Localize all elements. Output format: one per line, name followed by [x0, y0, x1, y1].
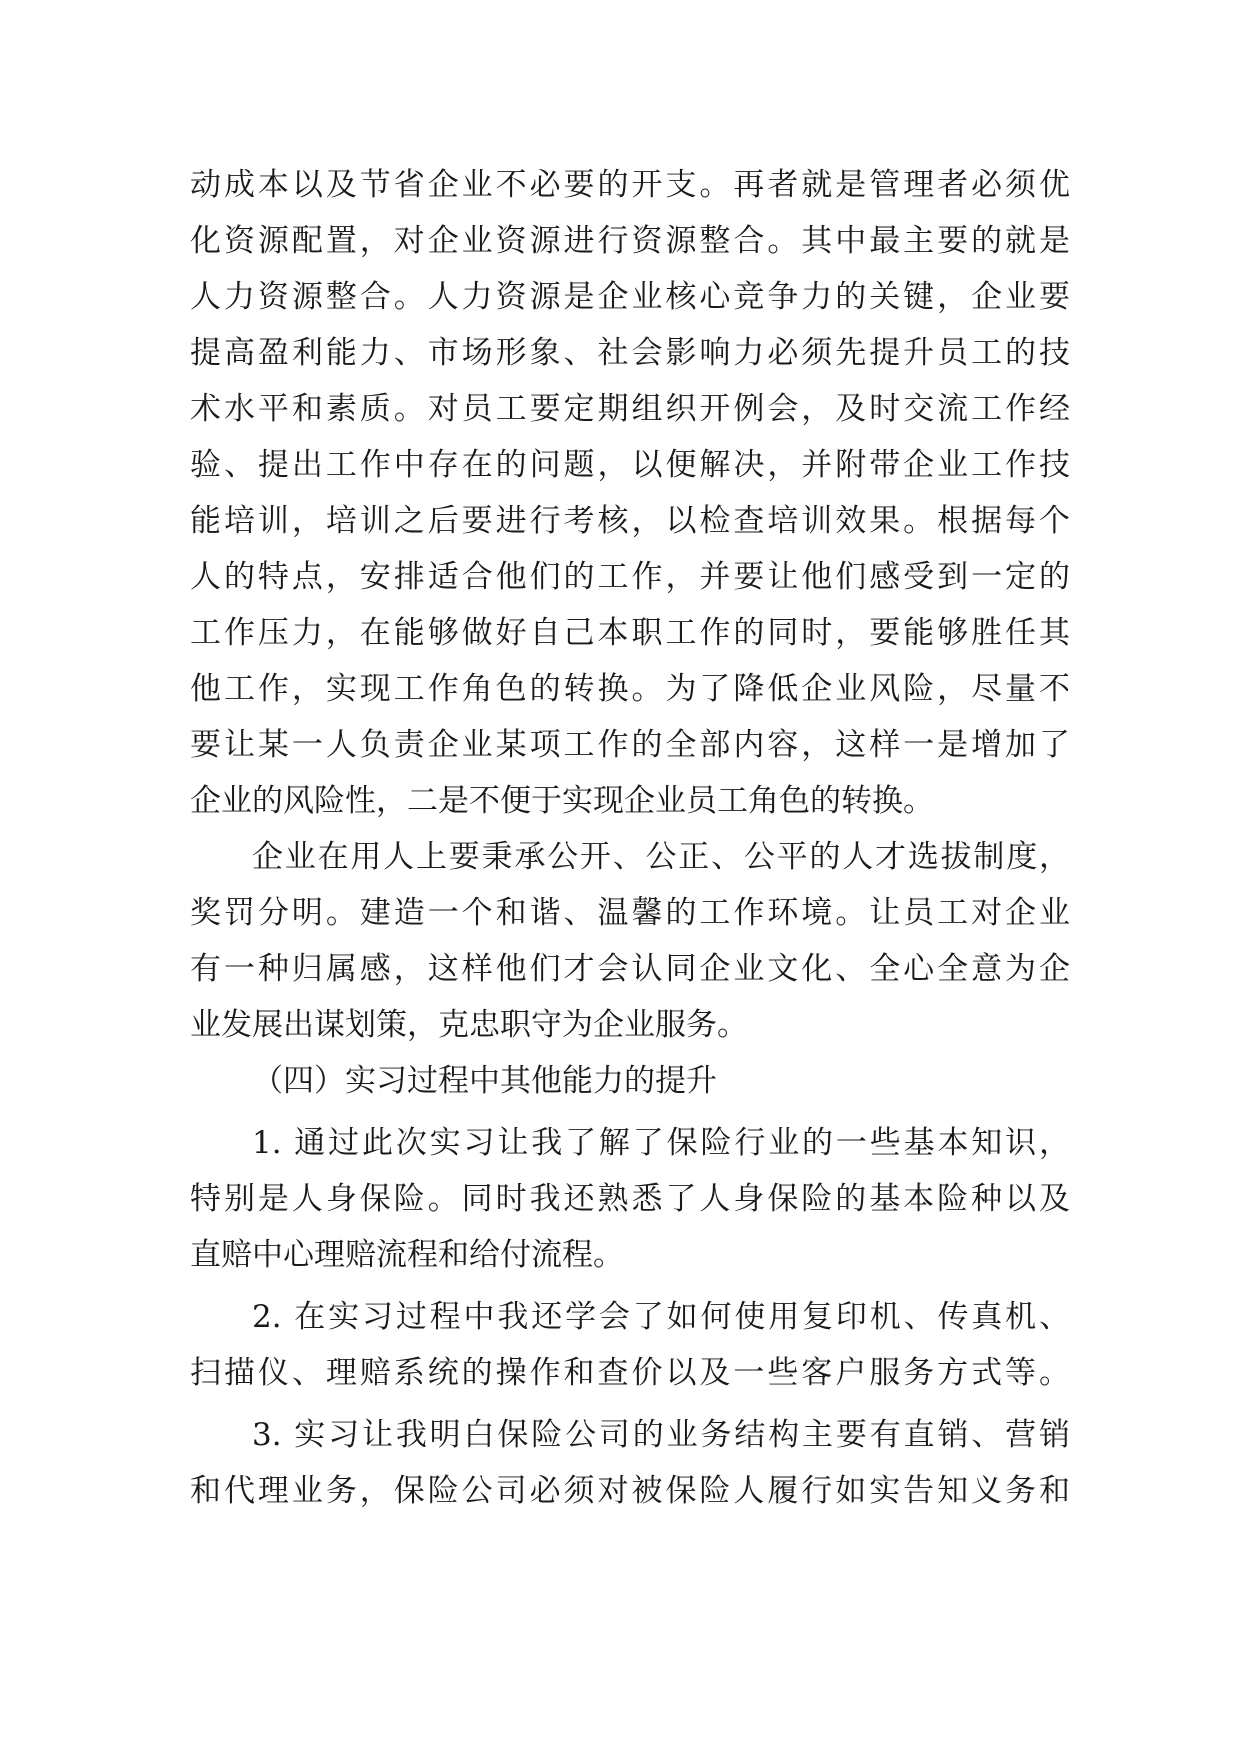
text-line: 术水平和素质。对员工要定期组织开例会，及时交流工作经	[190, 391, 1070, 427]
list-item	[190, 1115, 1070, 1283]
text-line: 企业的风险性，二是不便于实现企业员工角色的转换。	[190, 783, 934, 819]
text-line: 他工作，实现工作角色的转换。为了降低企业风险，尽量不	[190, 671, 1070, 707]
list-item	[190, 1289, 1070, 1401]
text-line: 动成本以及节省企业不必要的开支。再者就是管理者必须优	[190, 167, 1070, 203]
text-line: 3. 实习让我明白保险公司的业务结构主要有直销、营销	[252, 1417, 1070, 1453]
text-line: 直赔中心理赔流程和给付流程。	[190, 1237, 624, 1273]
text-line: 2. 在实习过程中我还学会了如何使用复印机、传真机、	[252, 1299, 1070, 1335]
text-line: 提高盈利能力、市场形象、社会影响力必须先提升员工的技	[190, 335, 1070, 371]
text-line: 能培训，培训之后要进行考核，以检查培训效果。根据每个	[190, 503, 1070, 539]
text-line: 扫描仪、理赔系统的操作和查价以及一些客户服务方式等。	[190, 1355, 1070, 1391]
list-item	[190, 1407, 1070, 1519]
text-line: 业发展出谋划策，克忠职守为企业服务。	[190, 1007, 748, 1043]
text-line: 1. 通过此次实习让我了解了保险行业的一些基本知识，	[252, 1125, 1070, 1161]
text-line: 和代理业务，保险公司必须对被保险人履行如实告知义务和	[190, 1473, 1070, 1509]
text-line: 特别是人身保险。同时我还熟悉了人身保险的基本险种以及	[190, 1181, 1070, 1217]
text-line: 人的特点，安排适合他们的工作，并要让他们感受到一定的	[190, 559, 1070, 595]
paragraph	[190, 157, 1070, 829]
text-line: 人力资源整合。人力资源是企业核心竞争力的关键，企业要	[190, 279, 1070, 315]
paragraph	[190, 829, 1070, 1053]
text-line: 工作压力，在能够做好自己本职工作的同时，要能够胜任其	[190, 615, 1070, 651]
text-line: 化资源配置，对企业资源进行资源整合。其中最主要的就是	[190, 223, 1070, 259]
text-line: 要让某一人负责企业某项工作的全部内容，这样一是增加了	[190, 727, 1070, 763]
document-body	[190, 157, 1070, 1519]
text-line: 企业在用人上要秉承公开、公正、公平的人才选拔制度，	[252, 839, 1070, 875]
section-heading: （四）实习过程中其他能力的提升	[252, 1063, 717, 1099]
text-line: 奖罚分明。建造一个和谐、温馨的工作环境。让员工对企业	[190, 895, 1070, 931]
text-line: 验、提出工作中存在的问题，以便解决，并附带企业工作技	[190, 447, 1070, 483]
text-line: 有一种归属感，这样他们才会认同企业文化、全心全意为企	[190, 951, 1070, 987]
